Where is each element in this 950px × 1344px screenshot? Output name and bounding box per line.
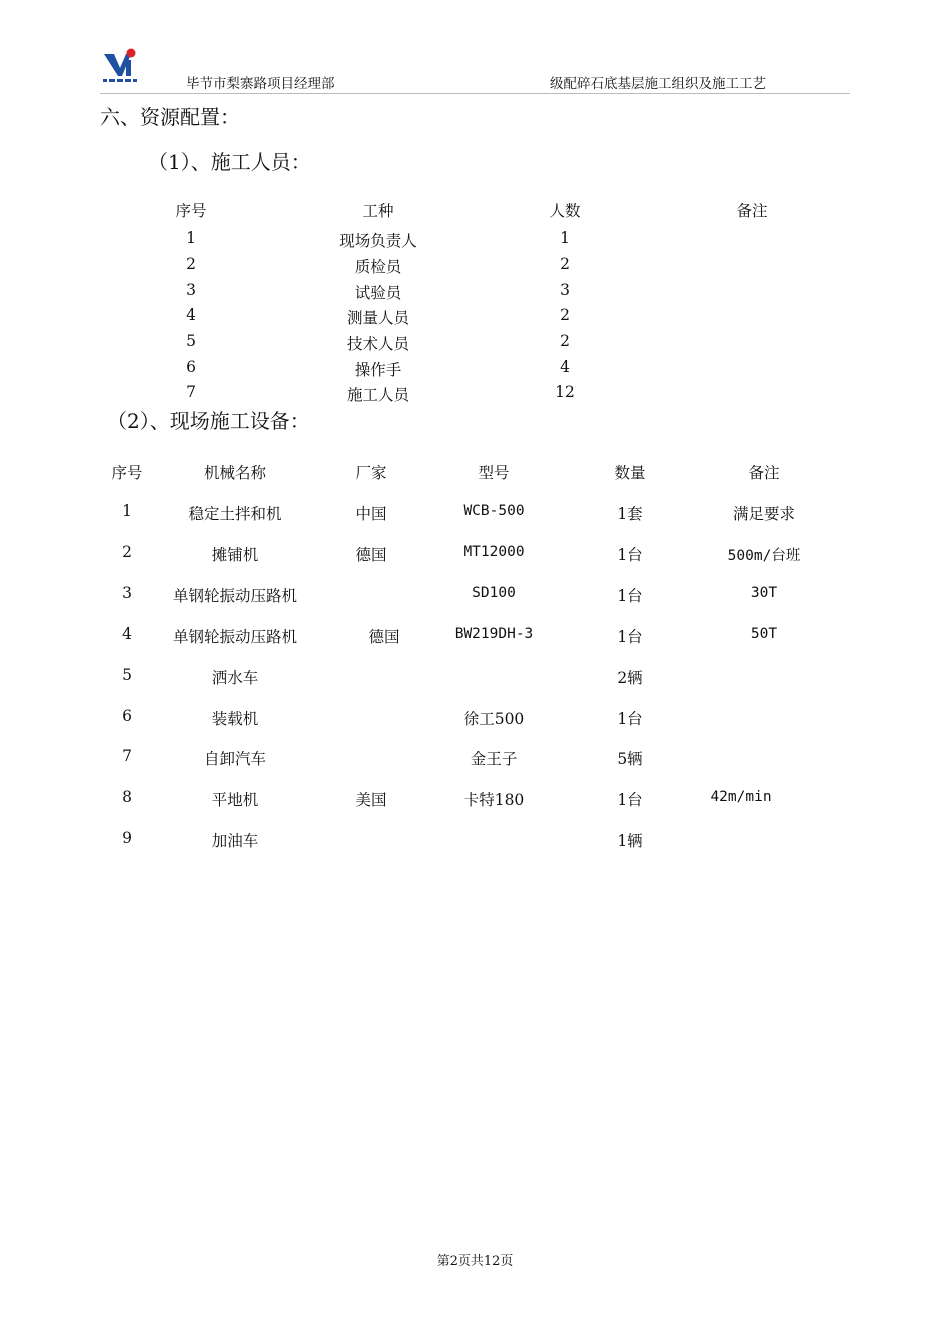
equipment-name: 平地机 bbox=[211, 791, 259, 809]
company-logo bbox=[100, 46, 140, 86]
equipment-header-no: 序号 bbox=[111, 464, 143, 482]
equipment-model: BW219DH-3 bbox=[454, 626, 534, 642]
equipment-no: 2 bbox=[122, 543, 132, 561]
equipment-no: 5 bbox=[122, 666, 132, 684]
personnel-type: 施工人员 bbox=[346, 386, 410, 404]
personnel-no: 7 bbox=[186, 383, 196, 401]
equipment-note: 500m/台班 bbox=[727, 548, 801, 564]
equipment-maker: 美国 bbox=[355, 791, 387, 809]
personnel-count: 2 bbox=[560, 332, 570, 350]
personnel-count: 2 bbox=[560, 306, 570, 324]
equipment-model: 金王子 bbox=[470, 750, 518, 768]
equipment-header-qty: 数量 bbox=[614, 464, 646, 482]
equipment-name: 单钢轮振动压路机 bbox=[172, 587, 298, 605]
equipment-no: 9 bbox=[122, 829, 132, 847]
personnel-header-count: 人数 bbox=[549, 202, 581, 220]
equipment-no: 3 bbox=[122, 584, 132, 602]
equipment-no: 8 bbox=[122, 788, 132, 806]
equipment-note: 满足要求 bbox=[732, 505, 796, 523]
equipment-name: 自卸汽车 bbox=[203, 750, 267, 768]
personnel-subtitle: （1）、施工人员： bbox=[148, 150, 311, 174]
personnel-count: 4 bbox=[560, 358, 570, 376]
personnel-header-type: 工种 bbox=[362, 202, 394, 220]
header-project-name: 毕节市梨寨路项目经理部 bbox=[186, 76, 335, 92]
equipment-header-note: 备注 bbox=[748, 464, 780, 482]
equipment-name: 装载机 bbox=[211, 710, 259, 728]
personnel-no: 2 bbox=[186, 255, 196, 273]
personnel-type: 操作手 bbox=[354, 361, 402, 379]
personnel-type: 试验员 bbox=[354, 284, 402, 302]
equipment-qty: 1台 bbox=[617, 546, 643, 564]
equipment-qty: 1辆 bbox=[617, 832, 643, 850]
equipment-qty: 1台 bbox=[617, 587, 643, 605]
personnel-no: 5 bbox=[186, 332, 196, 350]
personnel-no: 6 bbox=[186, 358, 196, 376]
personnel-header-no: 序号 bbox=[175, 202, 207, 220]
equipment-qty: 1台 bbox=[617, 628, 643, 646]
equipment-no: 6 bbox=[122, 707, 132, 725]
equipment-note: 30T bbox=[750, 585, 778, 601]
equipment-maker: 中国 bbox=[355, 505, 387, 523]
equipment-qty: 1台 bbox=[617, 791, 643, 809]
equipment-maker: 德国 bbox=[355, 546, 387, 564]
equipment-qty: 1台 bbox=[617, 710, 643, 728]
equipment-qty: 2辆 bbox=[617, 669, 643, 687]
equipment-note: 42m/min bbox=[710, 789, 772, 805]
equipment-qty: 5辆 bbox=[617, 750, 643, 768]
equipment-header-model: 型号 bbox=[478, 464, 510, 482]
personnel-type: 技术人员 bbox=[346, 335, 410, 353]
personnel-count: 12 bbox=[555, 383, 575, 401]
equipment-name: 摊铺机 bbox=[211, 546, 259, 564]
section-title: 六、资源配置： bbox=[100, 105, 240, 129]
equipment-model: 徐工500 bbox=[463, 710, 525, 728]
equipment-model: MT12000 bbox=[463, 544, 525, 560]
personnel-no: 4 bbox=[186, 306, 196, 324]
personnel-no: 1 bbox=[186, 229, 196, 247]
equipment-model: SD100 bbox=[472, 585, 516, 601]
equipment-subtitle: （2）、现场施工设备： bbox=[107, 409, 310, 433]
equipment-note: 50T bbox=[750, 626, 778, 642]
equipment-model: WCB-500 bbox=[463, 503, 525, 519]
equipment-maker: 德国 bbox=[368, 628, 400, 646]
equipment-no: 7 bbox=[122, 747, 132, 765]
page-number: 第2页共12页 bbox=[436, 1254, 514, 1269]
equipment-header-name: 机械名称 bbox=[203, 464, 267, 482]
personnel-count: 1 bbox=[560, 229, 570, 247]
header-divider bbox=[100, 93, 850, 94]
equipment-no: 1 bbox=[122, 502, 132, 520]
personnel-type: 测量人员 bbox=[346, 309, 410, 327]
equipment-header-maker: 厂家 bbox=[355, 464, 387, 482]
personnel-no: 3 bbox=[186, 281, 196, 299]
equipment-name: 洒水车 bbox=[211, 669, 259, 687]
personnel-count: 3 bbox=[560, 281, 570, 299]
header-document-title: 级配碎石底基层施工组织及施工工艺 bbox=[550, 76, 766, 92]
equipment-name: 加油车 bbox=[211, 832, 259, 850]
equipment-name: 稳定土拌和机 bbox=[188, 505, 282, 523]
personnel-type: 质检员 bbox=[354, 258, 402, 276]
personnel-header-note: 备注 bbox=[736, 202, 768, 220]
equipment-model: 卡特180 bbox=[463, 791, 525, 809]
personnel-count: 2 bbox=[560, 255, 570, 273]
equipment-name: 单钢轮振动压路机 bbox=[172, 628, 298, 646]
equipment-no: 4 bbox=[122, 625, 132, 643]
personnel-type: 现场负责人 bbox=[339, 232, 417, 250]
equipment-qty: 1套 bbox=[617, 505, 643, 523]
